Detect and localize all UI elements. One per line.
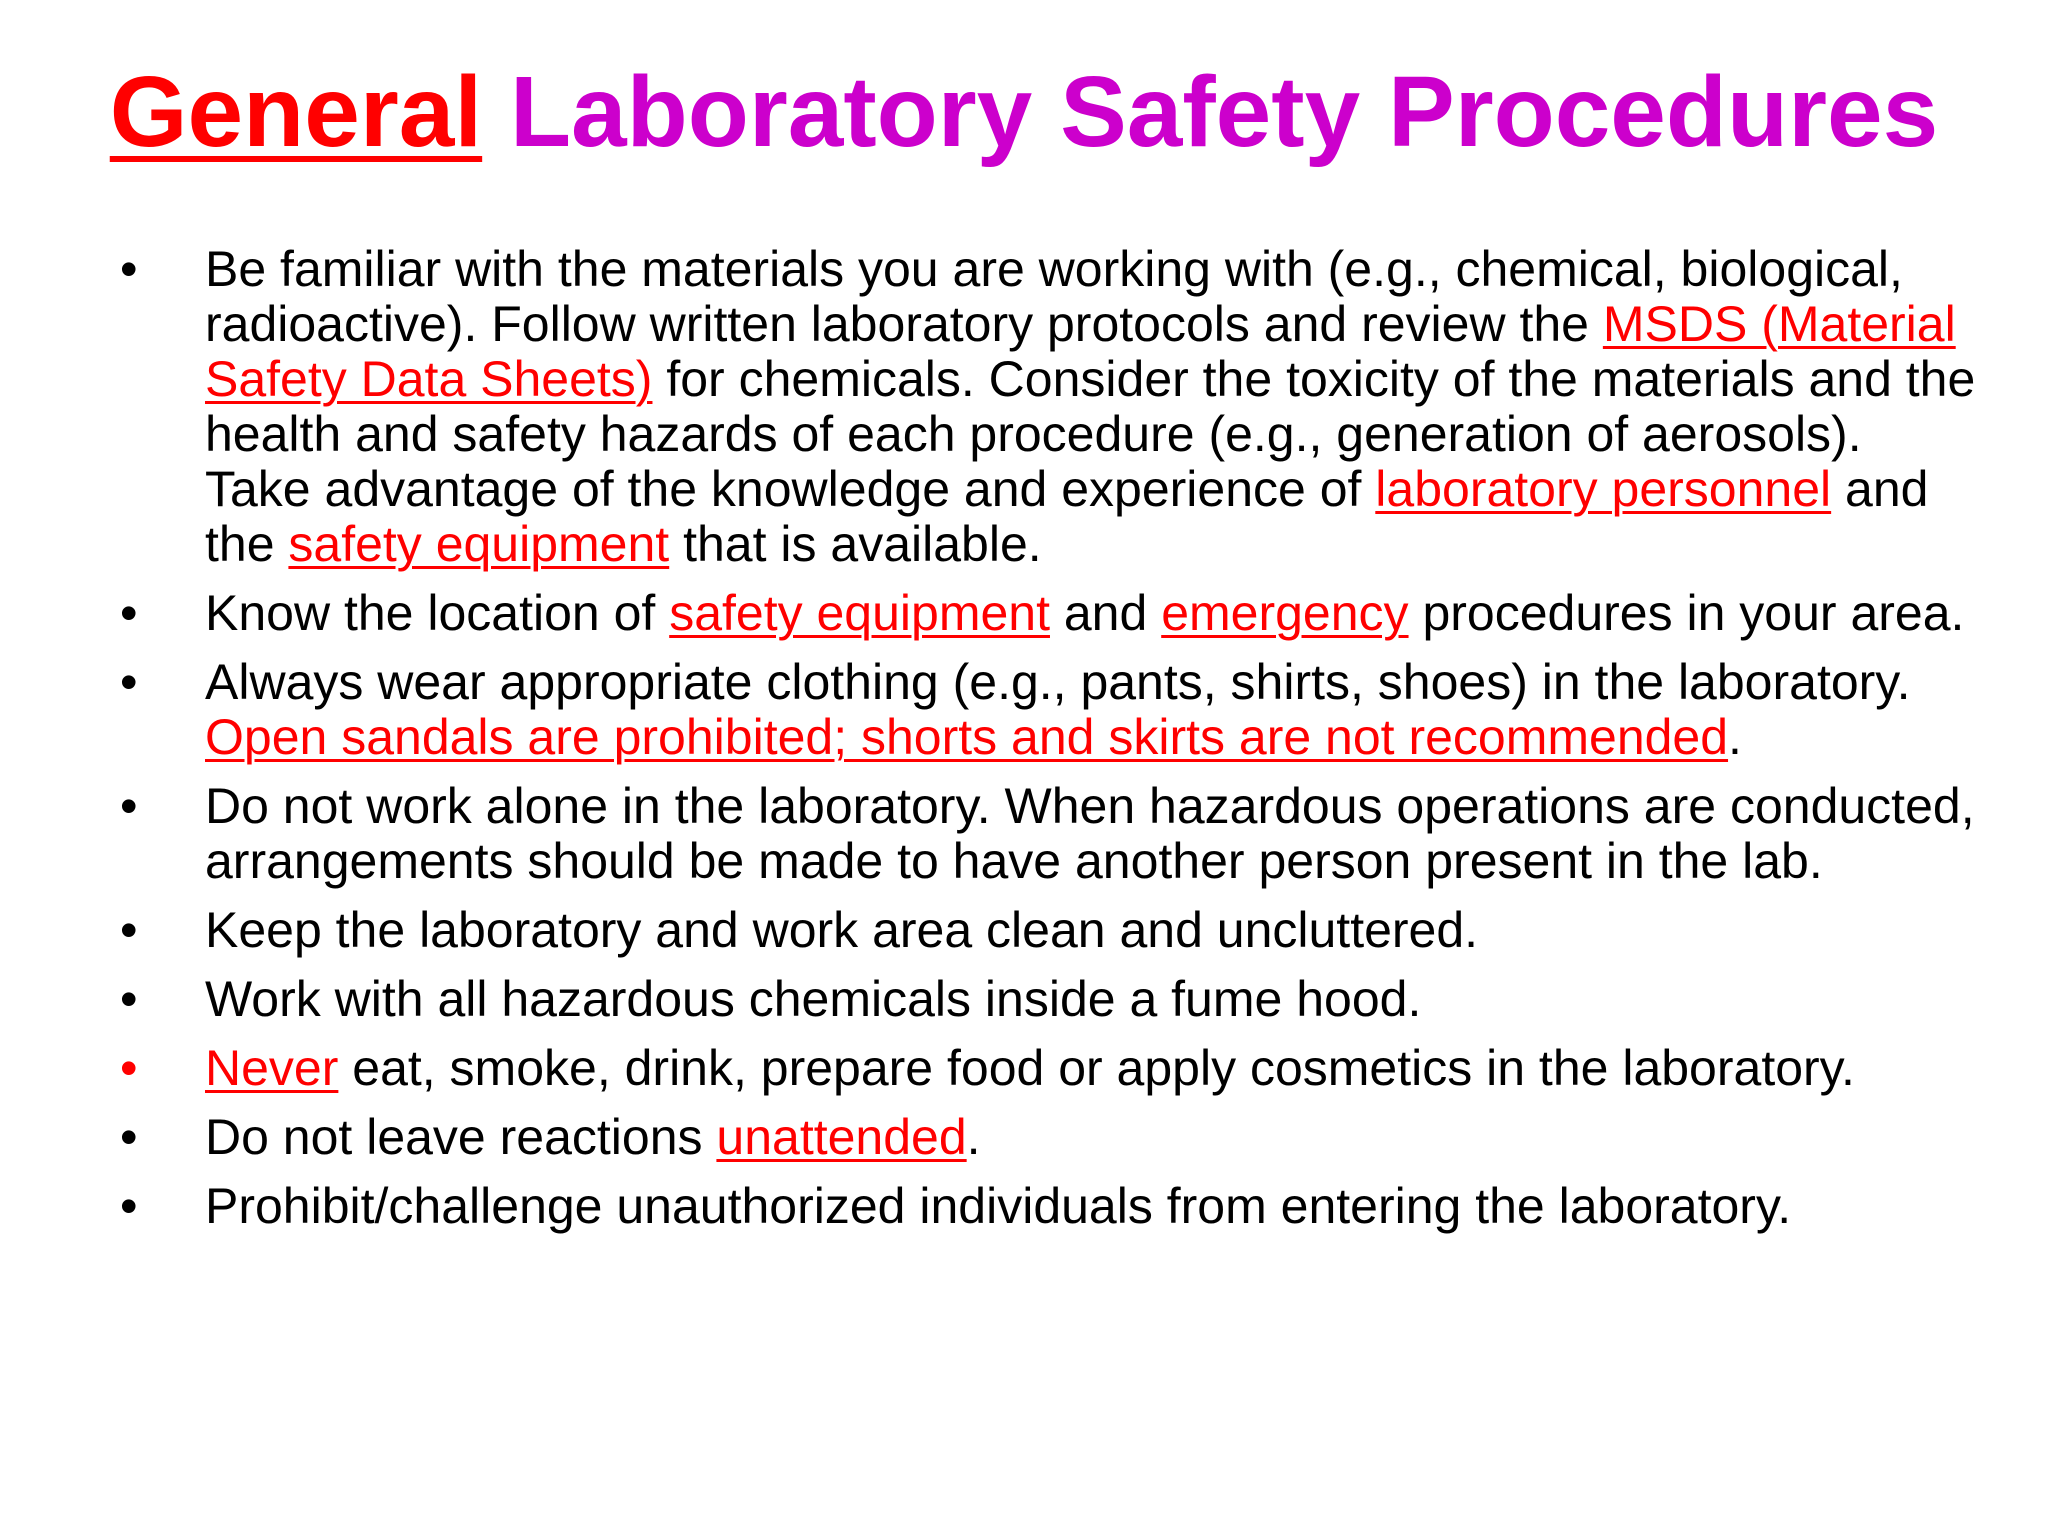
highlighted-term: emergency	[1161, 585, 1409, 641]
bullet-item	[120, 655, 1980, 765]
bullet-text	[205, 654, 1910, 765]
text-segment: Prohibit/challenge unauthorized individuals from entering the laboratory.	[205, 1178, 1792, 1234]
title-rest: Laboratory Safety Procedures	[509, 56, 1939, 168]
bullet-marker: •	[120, 654, 138, 710]
bullet-item	[120, 972, 1980, 1027]
bullet-marker: •	[120, 241, 138, 297]
bullet-text	[205, 241, 1975, 572]
highlighted-term: MSDS (Material Safety Data Sheets)	[205, 296, 1956, 407]
highlighted-term: Never	[205, 1040, 339, 1096]
text-segment: Keep the laboratory and work area clean and uncluttered.	[205, 902, 1479, 958]
title-general: General	[109, 56, 483, 168]
text-segment: that is available.	[669, 516, 1042, 572]
text-segment: Do not work alone in the laboratory. When hazardous operations are conducted, arrangements should be made to have another person present in the lab.	[205, 778, 1975, 889]
bullet-marker: •	[120, 778, 138, 834]
slide-title	[0, 55, 2048, 170]
bullet-item	[120, 1110, 1980, 1165]
bullet-item	[120, 1179, 1980, 1234]
text-segment: Always wear appropriate clothing (e.g., pants, shirts, shoes) in the laboratory.	[205, 654, 1911, 710]
text-segment: Be familiar with the materials you are working with (e.g., chemical, biological, radioactive). Follow written laboratory protocols and review the	[205, 241, 1903, 352]
bullet-marker: •	[120, 902, 138, 958]
text-segment: procedures in your area.	[1408, 585, 1965, 641]
bullet-text	[205, 1178, 1791, 1234]
bullet-text	[205, 778, 1975, 889]
bullet-item	[120, 242, 1980, 572]
highlighted-term: safety equipment	[288, 516, 670, 572]
highlighted-term: safety equipment	[669, 585, 1050, 641]
bullet-text	[205, 585, 1964, 641]
bullet-text	[205, 971, 1421, 1027]
bullet-item	[120, 779, 1980, 889]
highlighted-term: unattended	[716, 1109, 967, 1165]
text-segment: .	[966, 1109, 981, 1165]
bullet-text	[205, 1109, 981, 1165]
bullet-marker: •	[120, 1040, 138, 1096]
text-segment: .	[1728, 709, 1742, 765]
text-segment: Do not leave reactions	[205, 1109, 717, 1165]
text-segment: Work with all hazardous chemicals inside a fume hood.	[205, 971, 1422, 1027]
bullet-list	[120, 242, 1980, 1248]
text-segment: and	[1049, 585, 1162, 641]
bullet-item	[120, 586, 1980, 641]
text-segment: and the	[205, 461, 1929, 572]
highlighted-term: laboratory personnel	[1375, 461, 1832, 517]
bullet-marker: •	[120, 971, 138, 1027]
bullet-marker: •	[120, 585, 138, 641]
bullet-marker: •	[120, 1178, 138, 1234]
bullet-text	[205, 1040, 1855, 1096]
bullet-marker: •	[120, 1109, 138, 1165]
text-segment: Know the location of	[205, 585, 670, 641]
bullet-item	[120, 903, 1980, 958]
text-segment: eat, smoke, drink, prepare food or apply cosmetics in the laboratory.	[338, 1040, 1855, 1096]
bullet-item	[120, 1041, 1980, 1096]
highlighted-term: Open sandals are prohibited; shorts and skirts are not recommended	[205, 709, 1729, 765]
text-segment: for chemicals. Consider the toxicity of the materials and the health and safety hazards of each procedure (e.g., generation of aerosols). Take advantage of the knowledge and experience of	[205, 351, 1976, 517]
bullet-text	[205, 902, 1478, 958]
